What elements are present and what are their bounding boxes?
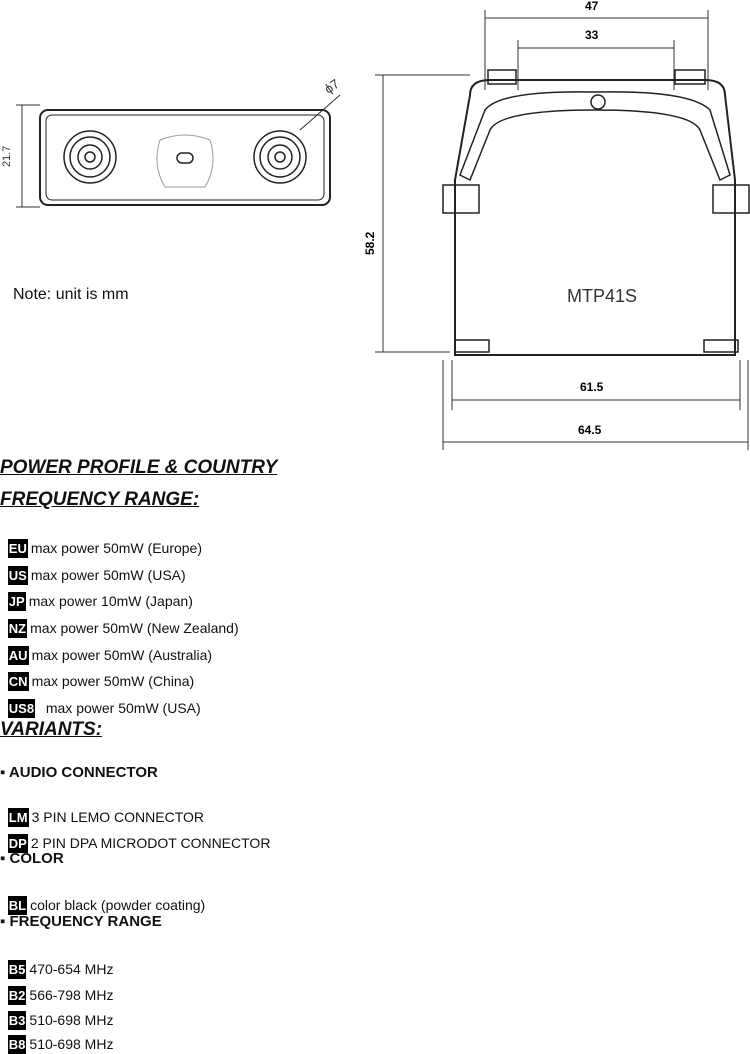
power-heading-line1: POWER PROFILE & COUNTRY bbox=[0, 457, 278, 478]
code-badge: LM bbox=[8, 810, 28, 825]
power-item-nz bbox=[0, 598, 239, 636]
power-item-text: max power 50mW (Australia) bbox=[31, 647, 213, 663]
code-badge: B2 bbox=[8, 988, 26, 1003]
unit-note: Note: unit is mm bbox=[13, 286, 129, 303]
variant-item-dp bbox=[0, 813, 271, 851]
power-item-text: max power 50mW (USA) bbox=[38, 700, 201, 716]
code-badge: US8 bbox=[8, 701, 35, 716]
variant-item-text: 510-698 MHz bbox=[29, 1012, 114, 1028]
variant-item-text: 510-698 MHz bbox=[29, 1036, 114, 1052]
power-item-eu bbox=[0, 518, 203, 556]
dim-33: 33 bbox=[585, 28, 599, 42]
code-badge: AU bbox=[8, 648, 28, 663]
dim-61-5: 61.5 bbox=[580, 380, 604, 394]
power-item-au bbox=[0, 625, 213, 663]
power-item-text: max power 50mW (Europe) bbox=[30, 540, 203, 556]
variant-item-text: 470-654 MHz bbox=[29, 961, 114, 977]
model-label: MTP41S bbox=[567, 286, 638, 306]
variant-item-b5 bbox=[0, 939, 114, 977]
power-item-text: max power 10mW (Japan) bbox=[28, 593, 193, 609]
variant-item-text: color black (powder coating) bbox=[30, 897, 206, 913]
power-heading-line2: FREQUENCY RANGE: bbox=[0, 489, 200, 510]
variant-item-b2 bbox=[0, 965, 114, 1003]
code-badge: DP bbox=[8, 836, 27, 851]
power-item-text: max power 50mW (USA) bbox=[30, 567, 186, 583]
power-item-text: max power 50mW (China) bbox=[31, 673, 195, 689]
variant-item-text: 566-798 MHz bbox=[29, 987, 114, 1003]
code-badge: B3 bbox=[8, 1013, 26, 1028]
top-view-drawing bbox=[1, 75, 355, 215]
dim-21-7: 21.7 bbox=[1, 145, 13, 167]
code-badge: BL bbox=[8, 898, 27, 913]
variants-heading: VARIANTS: bbox=[0, 719, 103, 740]
dim-diameter-7: ϕ7 bbox=[321, 75, 342, 97]
color-title: ▪ COLOR bbox=[0, 850, 64, 867]
frequency-range-title: ▪ FREQUENCY RANGE bbox=[0, 913, 162, 930]
variant-item-bl bbox=[0, 875, 206, 913]
variant-item-b8 bbox=[0, 1014, 114, 1052]
variant-item-text: 3 PIN LEMO CONNECTOR bbox=[31, 809, 204, 825]
code-badge: B5 bbox=[8, 962, 26, 977]
dim-58-2: 58.2 bbox=[363, 231, 377, 255]
variant-item-b3 bbox=[0, 990, 114, 1028]
variant-item-text: 2 PIN DPA MICRODOT CONNECTOR bbox=[30, 835, 271, 851]
power-item-us bbox=[0, 545, 186, 583]
front-view-drawing bbox=[355, 0, 750, 452]
code-badge: US bbox=[8, 568, 27, 583]
code-badge: CN bbox=[8, 674, 28, 689]
code-badge: B8 bbox=[8, 1037, 26, 1052]
power-item-cn bbox=[0, 651, 195, 689]
dim-47: 47 bbox=[585, 0, 599, 13]
code-badge: EU bbox=[8, 541, 27, 556]
power-item-us8 bbox=[0, 678, 201, 716]
dim-64-5: 64.5 bbox=[578, 423, 602, 437]
code-badge: NZ bbox=[8, 621, 27, 636]
audio-connector-title: ▪ AUDIO CONNECTOR bbox=[0, 764, 158, 781]
power-item-text: max power 50mW (New Zealand) bbox=[30, 620, 239, 636]
code-badge: JP bbox=[8, 594, 25, 609]
power-item-jp bbox=[0, 571, 193, 609]
variant-item-lm bbox=[0, 787, 204, 825]
